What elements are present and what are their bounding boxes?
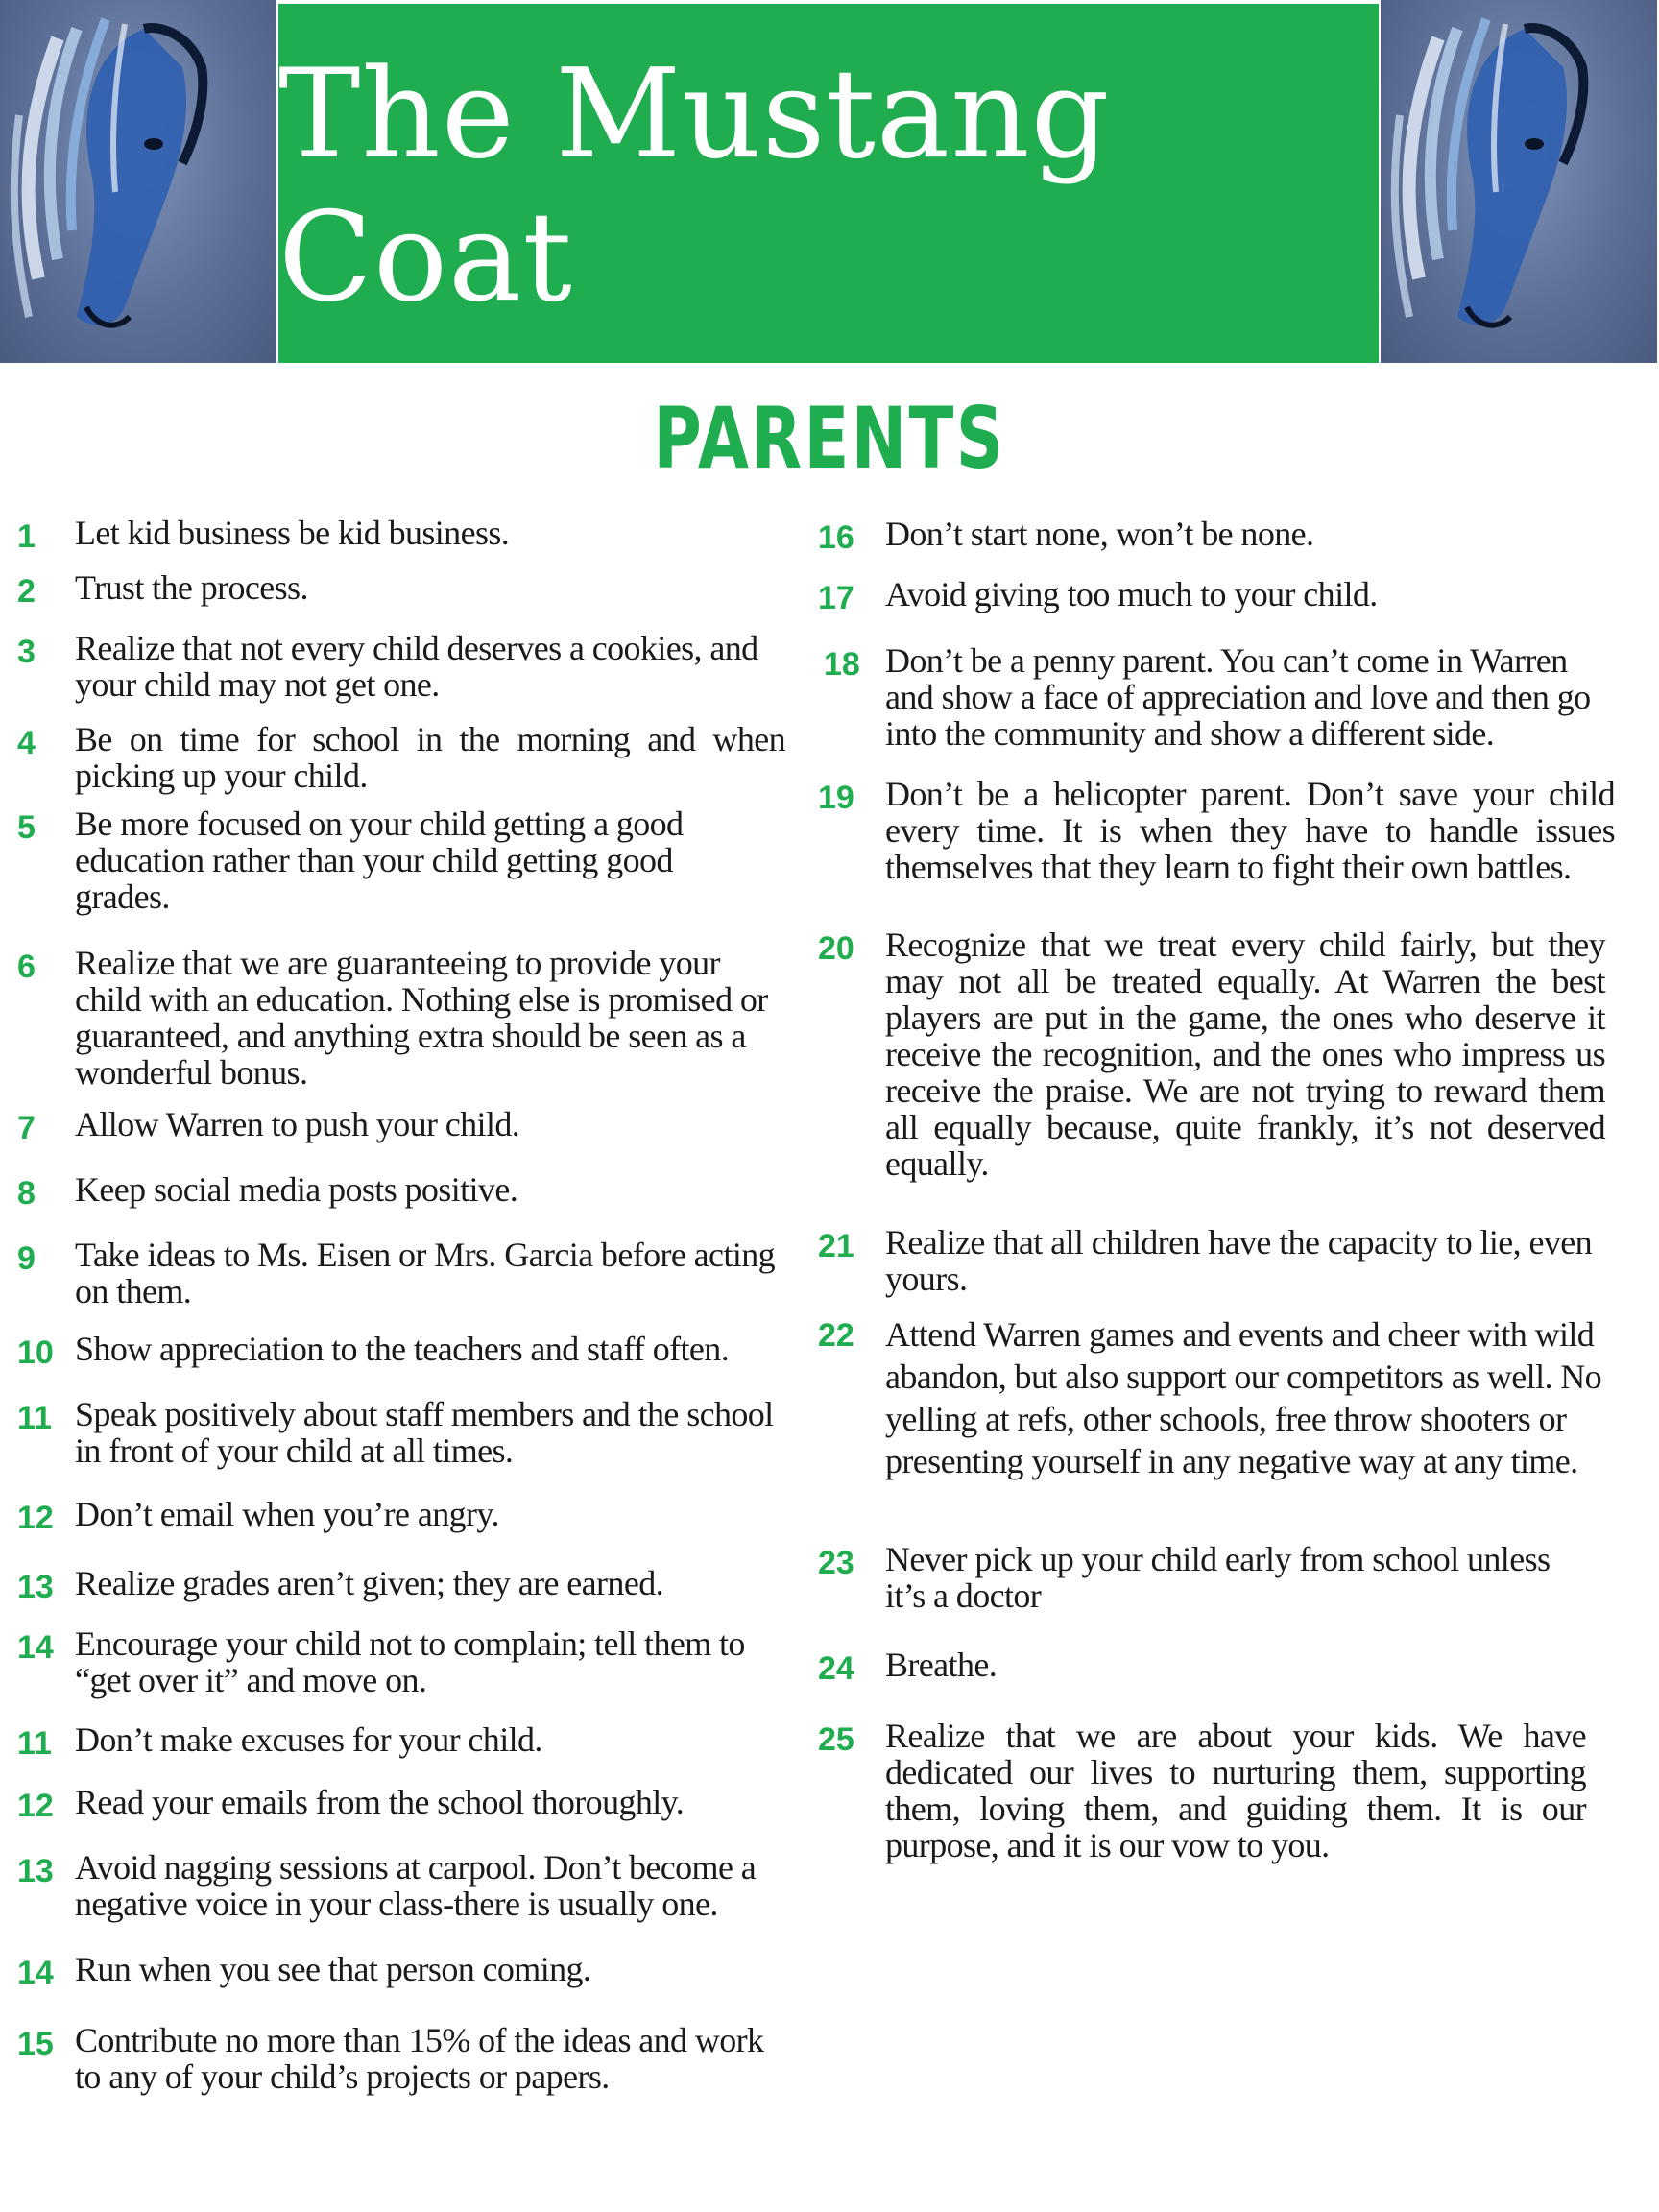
horse-head-icon <box>1381 0 1657 363</box>
item-text: Recognize that we treat every child fairly, but they may not all be treated equally. At Warren the best players are put in the game, the ones who deserve it receive the recognition, and the ones who impress us receive the praise. We are not trying to reward them all equally because, quite frankly, it’s not deserved equally. <box>885 926 1605 1183</box>
item-text: Realize that we are about your kids. We have dedicated our lives to nurturing them, supporting them, loving them, and guiding them. It is our purpose, and it is our vow to you. <box>885 1717 1586 1864</box>
item-text: Encourage your child not to complain; tell them to “get over it” and move on. <box>75 1624 745 1699</box>
item-number: 23 <box>818 1545 854 1581</box>
item-text: Realize that not every child deserves a cookies, and your child may not get one. <box>75 629 758 704</box>
item-number: 6 <box>17 949 36 985</box>
item-text: Realize that we are guaranteeing to provide your child with an education. Nothing else is promised or guaranteed, and anything extra should be seen as a wonderful bonus. <box>75 944 768 1092</box>
item-text: Attend Warren games and events and cheer with wild abandon, but also support our competitors as well. No yelling at refs, other schools, free throw shooters or presenting yourself in any negative way at any time. <box>885 1315 1602 1480</box>
item-number: 12 <box>17 1500 54 1536</box>
header <box>0 0 1659 365</box>
item-number: 7 <box>17 1110 36 1146</box>
item-number: 21 <box>818 1228 854 1264</box>
item-number: 16 <box>818 519 854 556</box>
item-number: 20 <box>818 930 854 967</box>
item-text: Don’t be a penny parent. You can’t come in Warren and show a face of appreciation and love and then go into the community and show a different side. <box>885 641 1591 753</box>
item-text: Let kid business be kid business. <box>75 514 510 552</box>
item-number: 24 <box>818 1650 854 1687</box>
item-text: Show appreciation to the teachers and staff often. <box>75 1330 730 1368</box>
item-text: Speak positively about staff members and the school in front of your child at all times. <box>75 1395 774 1470</box>
item-number: 9 <box>17 1240 36 1277</box>
item-text: Contribute no more than 15% of the ideas and work to any of your child’s projects or papers. <box>75 2021 764 2096</box>
item-text: Breathe. <box>885 1646 998 1684</box>
item-text: Don’t make excuses for your child. <box>75 1720 542 1759</box>
item-number: 12 <box>17 1788 54 1824</box>
item-text: Don’t be a helicopter parent. Don’t save your child every time. It is when they have to handle issues themselves that they learn to fight their own battles. <box>885 775 1615 886</box>
item-text: Avoid giving too much to your child. <box>885 575 1378 613</box>
item-number: 5 <box>17 809 36 846</box>
item-number: 2 <box>17 573 36 610</box>
item-text: Be more focused on your child getting a good education rather than your child getting good grades. <box>75 805 684 916</box>
item-text: Realize that all children have the capacity to lie, even yours. <box>885 1223 1593 1298</box>
item-number: 17 <box>818 580 854 616</box>
item-text: Don’t email when you’re angry. <box>75 1495 499 1533</box>
item-number: 14 <box>17 1629 54 1666</box>
item-number: 18 <box>824 646 860 683</box>
item-text: Run when you see that person coming. <box>75 1950 591 1988</box>
horse-head-icon <box>0 0 276 363</box>
item-number: 8 <box>17 1175 36 1212</box>
item-number: 13 <box>17 1569 54 1605</box>
item-number: 1 <box>17 518 36 555</box>
section-title: PARENTS <box>653 389 1006 488</box>
item-text: Read your emails from the school thoroughly. <box>75 1783 685 1821</box>
page-title: The Mustang Coat <box>278 43 1111 329</box>
item-text: Allow Warren to push your child. <box>75 1105 520 1143</box>
item-number: 3 <box>17 634 36 670</box>
item-number: 10 <box>17 1334 54 1371</box>
item-number: 22 <box>818 1317 854 1354</box>
item-text: Be on time for school in the morning and when picking up your child. <box>75 720 785 795</box>
title-band <box>278 4 1379 363</box>
item-number: 15 <box>17 2026 54 2062</box>
item-number: 25 <box>818 1721 854 1758</box>
item-text: Realize grades aren’t given; they are earned. <box>75 1564 664 1602</box>
item-number: 4 <box>17 725 36 761</box>
item-number: 11 <box>17 1725 52 1762</box>
horse-image-left <box>0 0 276 363</box>
horse-image-right <box>1381 0 1657 363</box>
item-number: 13 <box>17 1853 54 1889</box>
item-number: 11 <box>17 1400 52 1436</box>
item-text: Trust the process. <box>75 568 308 607</box>
item-text: Keep social media posts positive. <box>75 1170 518 1209</box>
item-number: 14 <box>17 1955 54 1991</box>
item-number: 19 <box>818 780 854 816</box>
item-text: Never pick up your child early from school unless it’s a doctor <box>885 1540 1551 1615</box>
item-text: Don’t start none, won’t be none. <box>885 515 1314 553</box>
item-text: Take ideas to Ms. Eisen or Mrs. Garcia before acting on them. <box>75 1236 776 1310</box>
item-text: Avoid nagging sessions at carpool. Don’t become a negative voice in your class-there is usually one. <box>75 1848 757 1923</box>
